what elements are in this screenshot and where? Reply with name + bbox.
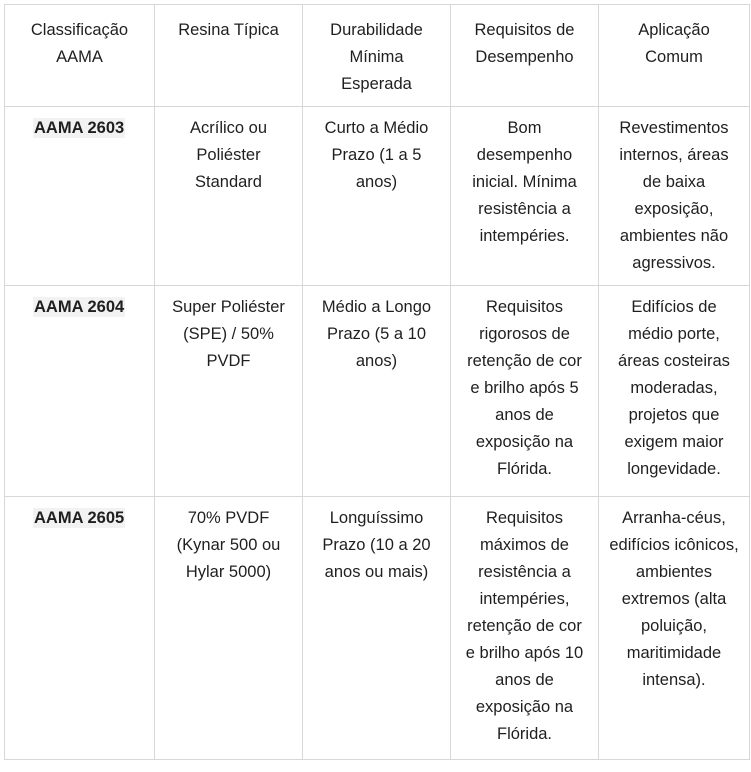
- cell-resin: Acrílico ou Poliéster Standard: [155, 107, 303, 286]
- header-classification: Classificação AAMA: [5, 5, 155, 107]
- cell-resin: 70% PVDF (Kynar 500 ou Hylar 5000): [155, 497, 303, 760]
- cell-application: Revestimentos internos, áreas de baixa exposição, ambientes não agressivos.: [599, 107, 750, 286]
- cell-requirements: Requisitos rigorosos de retenção de cor e brilho após 5 anos de exposição na Flórida.: [451, 286, 599, 497]
- header-requirements: Requisitos de Desempenho: [451, 5, 599, 107]
- cell-classification: [5, 107, 155, 286]
- table-row: [5, 107, 750, 286]
- header-resin: Resina Típica: [155, 5, 303, 107]
- cell-requirements: Bom desempenho inicial. Mínima resistência a intempéries.: [451, 107, 599, 286]
- classification-label: AAMA 2604: [34, 298, 125, 316]
- table-row: [5, 497, 750, 760]
- cell-requirements: Requisitos máximos de resistência a intempéries, retenção de cor e brilho após 10 anos de exposição na Flórida.: [451, 497, 599, 760]
- classification-label: AAMA 2603: [34, 119, 125, 137]
- cell-resin: Super Poliéster (SPE) / 50% PVDF: [155, 286, 303, 497]
- cell-application: Edifícios de médio porte, áreas costeiras moderadas, projetos que exigem maior longevidade.: [599, 286, 750, 497]
- cell-durability: Médio a Longo Prazo (5 a 10 anos): [303, 286, 451, 497]
- header-durability: Durabilidade Mínima Esperada: [303, 5, 451, 107]
- cell-durability: Curto a Médio Prazo (1 a 5 anos): [303, 107, 451, 286]
- table-header-row: [5, 5, 750, 107]
- header-application: Aplicação Comum: [599, 5, 750, 107]
- table-row: [5, 286, 750, 497]
- cell-classification: [5, 286, 155, 497]
- cell-application: Arranha-céus, edifícios icônicos, ambientes extremos (alta poluição, maritimidade intensa).: [599, 497, 750, 760]
- classification-label: AAMA 2605: [34, 509, 125, 527]
- cell-classification: [5, 497, 155, 760]
- aama-classification-table: [4, 4, 750, 760]
- cell-durability: Longuíssimo Prazo (10 a 20 anos ou mais): [303, 497, 451, 760]
